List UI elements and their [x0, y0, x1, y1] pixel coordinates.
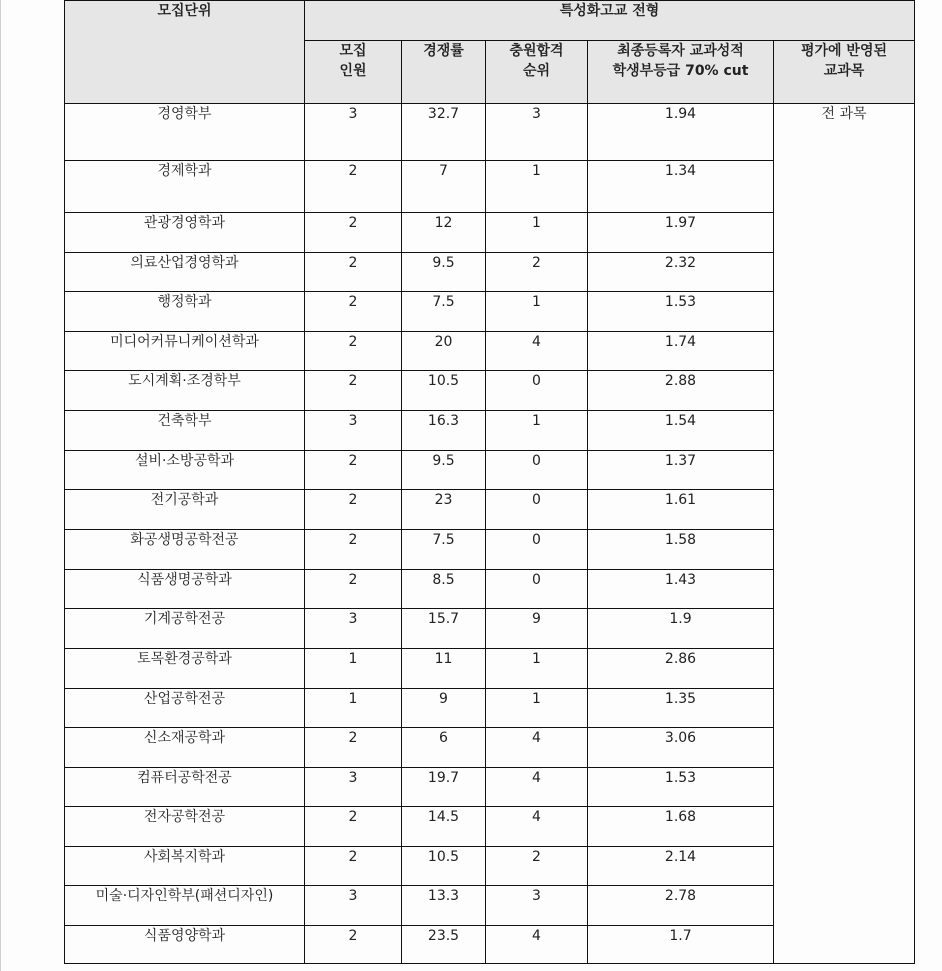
cell-recruitment-unit: 미술·디자인학부(패션디자인) [65, 886, 305, 926]
cell-grade-cut: 2.14 [588, 847, 774, 886]
cell-waitlist-rank: 1 [486, 213, 588, 253]
header-special-highschool-track: 특성화고교 전형 [305, 1, 915, 41]
header-quota-line2: 인원 [339, 63, 367, 79]
cell-waitlist-rank: 4 [486, 728, 588, 768]
cell-quota: 2 [305, 570, 402, 609]
cell-competition-rate: 19.7 [402, 768, 486, 807]
cell-grade-cut: 3.06 [588, 728, 774, 768]
cell-competition-rate: 10.5 [402, 371, 486, 411]
cell-grade-cut: 1.7 [588, 926, 774, 964]
cell-competition-rate: 20 [402, 332, 486, 371]
cell-competition-rate: 32.7 [402, 104, 486, 161]
header-grade-cut-line2: 학생부등급 70% cut [612, 63, 749, 79]
cell-grade-cut: 1.74 [588, 332, 774, 371]
cell-recruitment-unit: 식품생명공학과 [65, 570, 305, 609]
cell-waitlist-rank: 3 [486, 104, 588, 161]
cell-quota: 2 [305, 213, 402, 253]
header-subjects-line1: 평가에 반영된 [800, 43, 888, 59]
header-grade-cut-line1: 최종등록자 교과성적 [617, 43, 744, 59]
cell-competition-rate: 14.5 [402, 807, 486, 847]
cell-waitlist-rank: 0 [486, 530, 588, 570]
cell-recruitment-unit: 도시계획·조경학부 [65, 371, 305, 411]
cell-quota: 2 [305, 332, 402, 371]
cell-evaluated-subjects: 전 과목 [774, 104, 915, 964]
table-body [65, 104, 915, 964]
cell-recruitment-unit: 관광경영학과 [65, 213, 305, 253]
cell-competition-rate: 10.5 [402, 847, 486, 886]
header-quota-line1: 모집 [339, 43, 367, 59]
cell-quota: 2 [305, 161, 402, 213]
cell-competition-rate: 7.5 [402, 530, 486, 570]
cell-recruitment-unit: 경제학과 [65, 161, 305, 213]
cell-grade-cut: 1.94 [588, 104, 774, 161]
cell-grade-cut: 2.32 [588, 253, 774, 292]
cell-quota: 3 [305, 609, 402, 649]
cell-waitlist-rank: 0 [486, 490, 588, 530]
cell-quota: 1 [305, 649, 402, 689]
cell-recruitment-unit: 의료산업경영학과 [65, 253, 305, 292]
cell-quota: 2 [305, 728, 402, 768]
cell-waitlist-rank: 4 [486, 332, 588, 371]
admissions-results-table [64, 0, 915, 964]
cell-recruitment-unit: 미디어커뮤니케이션학과 [65, 332, 305, 371]
cell-grade-cut: 2.88 [588, 371, 774, 411]
cell-quota: 2 [305, 926, 402, 964]
cell-waitlist-rank: 3 [486, 886, 588, 926]
header-competition-rate: 경쟁률 [402, 41, 486, 104]
cell-waitlist-rank: 2 [486, 253, 588, 292]
cell-competition-rate: 11 [402, 649, 486, 689]
cell-recruitment-unit: 전자공학전공 [65, 807, 305, 847]
cell-waitlist-rank: 4 [486, 768, 588, 807]
cell-competition-rate: 23.5 [402, 926, 486, 964]
cell-grade-cut: 2.78 [588, 886, 774, 926]
cell-quota: 2 [305, 451, 402, 490]
cell-waitlist-rank: 0 [486, 371, 588, 411]
cell-competition-rate: 9 [402, 689, 486, 728]
table-row [65, 104, 915, 161]
cell-recruitment-unit: 경영학부 [65, 104, 305, 161]
cell-waitlist-rank: 4 [486, 807, 588, 847]
cell-quota: 3 [305, 411, 402, 451]
cell-recruitment-unit: 토목환경공학과 [65, 649, 305, 689]
header-quota [305, 41, 402, 104]
cell-grade-cut: 1.43 [588, 570, 774, 609]
cell-quota: 2 [305, 253, 402, 292]
header-evaluated-subjects [774, 41, 915, 104]
cell-competition-rate: 8.5 [402, 570, 486, 609]
cell-waitlist-rank: 1 [486, 161, 588, 213]
header-waitlist-rank [486, 41, 588, 104]
cell-competition-rate: 9.5 [402, 451, 486, 490]
cell-grade-cut: 1.54 [588, 411, 774, 451]
cell-competition-rate: 6 [402, 728, 486, 768]
header-waitlist-line2: 순위 [522, 63, 551, 79]
cell-grade-cut: 1.58 [588, 530, 774, 570]
cell-quota: 2 [305, 292, 402, 332]
cell-grade-cut: 1.97 [588, 213, 774, 253]
cell-waitlist-rank: 1 [486, 411, 588, 451]
cell-grade-cut: 1.37 [588, 451, 774, 490]
cell-grade-cut: 1.61 [588, 490, 774, 530]
cell-quota: 2 [305, 371, 402, 411]
header-grade-cut [588, 41, 774, 104]
header-waitlist-line1: 충원합격 [509, 43, 564, 59]
cell-waitlist-rank: 4 [486, 926, 588, 964]
cell-recruitment-unit: 사회복지학과 [65, 847, 305, 886]
cell-competition-rate: 9.5 [402, 253, 486, 292]
cell-recruitment-unit: 식품영양학과 [65, 926, 305, 964]
cell-waitlist-rank: 0 [486, 570, 588, 609]
cell-competition-rate: 15.7 [402, 609, 486, 649]
cell-quota: 1 [305, 689, 402, 728]
cell-grade-cut: 1.68 [588, 807, 774, 847]
cell-waitlist-rank: 1 [486, 649, 588, 689]
cell-quota: 3 [305, 886, 402, 926]
cell-recruitment-unit: 신소재공학과 [65, 728, 305, 768]
header-subjects-line2: 교과목 [823, 63, 865, 79]
cell-waitlist-rank: 1 [486, 292, 588, 332]
cell-grade-cut: 2.86 [588, 649, 774, 689]
cell-recruitment-unit: 건축학부 [65, 411, 305, 451]
cell-recruitment-unit: 화공생명공학전공 [65, 530, 305, 570]
cell-grade-cut: 1.53 [588, 292, 774, 332]
cell-recruitment-unit: 산업공학전공 [65, 689, 305, 728]
cell-competition-rate: 7 [402, 161, 486, 213]
cell-competition-rate: 12 [402, 213, 486, 253]
cell-quota: 2 [305, 530, 402, 570]
cell-grade-cut: 1.35 [588, 689, 774, 728]
cell-quota: 2 [305, 847, 402, 886]
cell-waitlist-rank: 0 [486, 451, 588, 490]
cell-recruitment-unit: 행정학과 [65, 292, 305, 332]
cell-grade-cut: 1.53 [588, 768, 774, 807]
cell-waitlist-rank: 2 [486, 847, 588, 886]
cell-waitlist-rank: 1 [486, 689, 588, 728]
cell-competition-rate: 13.3 [402, 886, 486, 926]
cell-quota: 2 [305, 807, 402, 847]
cell-recruitment-unit: 기계공학전공 [65, 609, 305, 649]
cell-competition-rate: 7.5 [402, 292, 486, 332]
header-row-1 [65, 1, 915, 41]
cell-competition-rate: 23 [402, 490, 486, 530]
cell-competition-rate: 16.3 [402, 411, 486, 451]
cell-quota: 2 [305, 490, 402, 530]
cell-quota: 3 [305, 768, 402, 807]
cell-recruitment-unit: 설비·소방공학과 [65, 451, 305, 490]
cell-waitlist-rank: 9 [486, 609, 588, 649]
cell-quota: 3 [305, 104, 402, 161]
cell-recruitment-unit: 컴퓨터공학전공 [65, 768, 305, 807]
cell-grade-cut: 1.34 [588, 161, 774, 213]
header-recruitment-unit: 모집단위 [65, 1, 305, 104]
cell-recruitment-unit: 전기공학과 [65, 490, 305, 530]
cell-grade-cut: 1.9 [588, 609, 774, 649]
